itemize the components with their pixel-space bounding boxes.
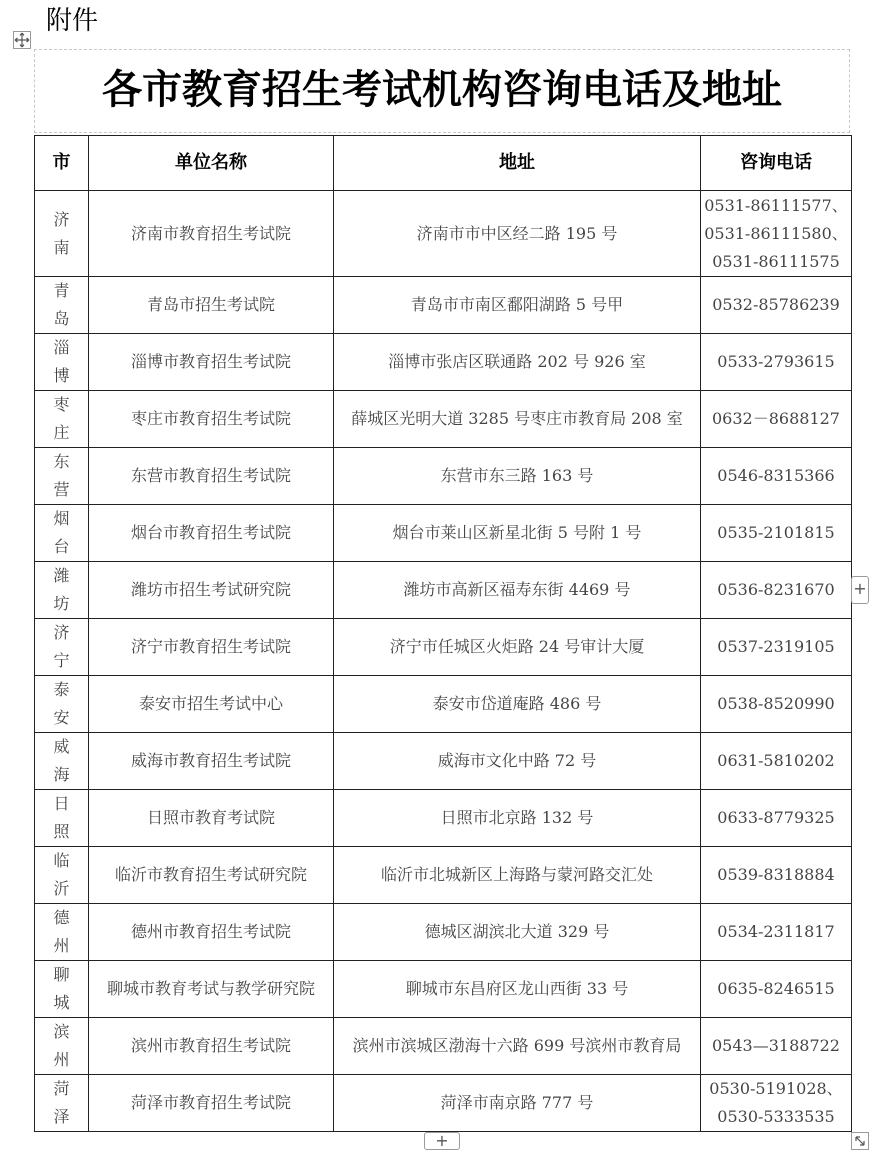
- phone-number: 0543—3188722: [712, 1036, 840, 1055]
- city-char: 南: [53, 237, 70, 257]
- table-resize-handle[interactable]: [851, 1132, 869, 1150]
- unit-name-cell: 菏泽市教育招生考试院: [89, 1075, 334, 1132]
- phone-number: 0633-8779325: [717, 808, 835, 827]
- city-char: 聊: [53, 965, 70, 984]
- city-cell: [35, 448, 89, 505]
- phone-cell: [701, 1018, 852, 1075]
- address-cell: 聊城市东昌府区龙山西街 33 号: [334, 961, 701, 1018]
- table-row: [35, 961, 852, 1018]
- city-cell: [35, 277, 89, 334]
- unit-name-cell: 烟台市教育招生考试院: [89, 505, 334, 562]
- city-char: 照: [53, 822, 70, 841]
- phone-number: 0531-86111575: [712, 251, 840, 271]
- document-title: 各市教育招生考试机构咨询电话及地址: [102, 66, 782, 113]
- city-char: 潍: [53, 566, 70, 585]
- city-char: 州: [53, 1050, 70, 1069]
- phone-cell: [701, 676, 852, 733]
- phone-cell: [701, 448, 852, 505]
- phone-number: 0530-5191028、: [709, 1079, 843, 1098]
- attachment-label: 附件: [46, 6, 99, 36]
- phone-number: 0536-8231670: [717, 580, 835, 599]
- address-cell: 烟台市莱山区新星北街 5 号附 1 号: [334, 505, 701, 562]
- table-row: [35, 334, 852, 391]
- city-char: 菏: [53, 1079, 70, 1098]
- city-char: 宁: [53, 651, 70, 670]
- phone-cell: [701, 1075, 852, 1132]
- city-char: 济: [53, 209, 70, 229]
- resize-icon: [852, 1133, 868, 1149]
- city-char: 营: [53, 480, 70, 499]
- city-cell: [35, 334, 89, 391]
- unit-name-cell: 日照市教育考试院: [89, 790, 334, 847]
- table-header-row: [35, 136, 852, 191]
- phone-number: 0530-5333535: [717, 1107, 835, 1126]
- phone-number: 0538-8520990: [717, 694, 835, 713]
- phone-number: 0632－8688127: [712, 409, 840, 428]
- city-char: 枣: [53, 395, 70, 414]
- city-char: 滨: [53, 1022, 70, 1041]
- address-cell: 青岛市市南区鄱阳湖路 5 号甲: [334, 277, 701, 334]
- city-char: 青: [53, 281, 70, 300]
- city-cell: [35, 562, 89, 619]
- phone-number: 0534-2311817: [717, 922, 835, 941]
- table-row: [35, 847, 852, 904]
- phone-cell: [701, 904, 852, 961]
- city-cell: [35, 961, 89, 1018]
- city-char: 日: [53, 794, 70, 813]
- city-cell: [35, 505, 89, 562]
- phone-cell: [701, 790, 852, 847]
- unit-name-cell: 济南市教育招生考试院: [89, 191, 334, 277]
- phone-cell: [701, 961, 852, 1018]
- phone-number: 0631-5810202: [717, 751, 835, 770]
- table-row: [35, 1075, 852, 1132]
- phone-number: 0546-8315366: [717, 466, 835, 485]
- phone-number: 0635-8246515: [717, 979, 835, 998]
- phone-cell: [701, 562, 852, 619]
- address-cell: 济宁市任城区火炬路 24 号审计大厦: [334, 619, 701, 676]
- table-row: [35, 733, 852, 790]
- city-cell: [35, 847, 89, 904]
- table-row: [35, 676, 852, 733]
- header-city: 市: [35, 136, 89, 191]
- unit-name-cell: 临沂市教育招生考试研究院: [89, 847, 334, 904]
- address-cell: 威海市文化中路 72 号: [334, 733, 701, 790]
- phone-cell: [701, 334, 852, 391]
- phone-number: 0537-2319105: [717, 637, 835, 656]
- phone-number: 0539-8318884: [717, 865, 835, 884]
- phone-cell: [701, 847, 852, 904]
- phone-number: 0533-2793615: [717, 352, 835, 371]
- contacts-table: [34, 135, 852, 1132]
- city-cell: [35, 619, 89, 676]
- unit-name-cell: 东营市教育招生考试院: [89, 448, 334, 505]
- table-row: [35, 505, 852, 562]
- unit-name-cell: 威海市教育招生考试院: [89, 733, 334, 790]
- city-char: 济: [53, 623, 70, 642]
- unit-name-cell: 滨州市教育招生考试院: [89, 1018, 334, 1075]
- table-row: [35, 790, 852, 847]
- phone-cell: [701, 733, 852, 790]
- address-cell: 德城区湖滨北大道 329 号: [334, 904, 701, 961]
- add-column-button[interactable]: +: [851, 576, 869, 604]
- table-row: [35, 277, 852, 334]
- header-phone: 咨询电话: [701, 136, 852, 191]
- address-cell: 淄博市张店区联通路 202 号 926 室: [334, 334, 701, 391]
- city-char: 德: [53, 908, 70, 927]
- city-char: 泽: [53, 1107, 70, 1126]
- address-cell: 菏泽市南京路 777 号: [334, 1075, 701, 1132]
- city-cell: [35, 191, 89, 277]
- unit-name-cell: 德州市教育招生考试院: [89, 904, 334, 961]
- add-row-button[interactable]: +: [424, 1132, 460, 1150]
- table-move-handle[interactable]: [13, 31, 31, 49]
- unit-name-cell: 潍坊市招生考试研究院: [89, 562, 334, 619]
- city-char: 海: [53, 765, 70, 784]
- table-row: [35, 391, 852, 448]
- city-char: 城: [53, 993, 70, 1012]
- phone-cell: [701, 277, 852, 334]
- table-row: [35, 191, 852, 277]
- address-cell: 日照市北京路 132 号: [334, 790, 701, 847]
- phone-cell: [701, 391, 852, 448]
- phone-number: 0532-85786239: [712, 295, 840, 314]
- city-char: 泰: [53, 680, 70, 699]
- unit-name-cell: 济宁市教育招生考试院: [89, 619, 334, 676]
- city-char: 淄: [53, 338, 70, 357]
- city-char: 烟: [53, 509, 70, 528]
- city-cell: [35, 1075, 89, 1132]
- unit-name-cell: 淄博市教育招生考试院: [89, 334, 334, 391]
- address-cell: 泰安市岱道庵路 486 号: [334, 676, 701, 733]
- address-cell: 临沂市北城新区上海路与蒙河路交汇处: [334, 847, 701, 904]
- table-row: [35, 619, 852, 676]
- table-row: [35, 1018, 852, 1075]
- city-char: 庄: [53, 423, 70, 442]
- city-char: 东: [53, 452, 70, 471]
- phone-number: 0531-86111577、: [704, 195, 848, 215]
- city-char: 岛: [53, 309, 70, 328]
- city-char: 安: [53, 708, 70, 727]
- city-char: 台: [53, 537, 70, 556]
- address-cell: 济南市市中区经二路 195 号: [334, 191, 701, 277]
- phone-number: 0535-2101815: [717, 523, 835, 542]
- phone-cell: [701, 191, 852, 277]
- city-char: 博: [53, 366, 70, 385]
- city-cell: [35, 904, 89, 961]
- city-char: 威: [53, 737, 70, 756]
- header-unit: 单位名称: [89, 136, 334, 191]
- city-cell: [35, 676, 89, 733]
- city-cell: [35, 391, 89, 448]
- phone-cell: [701, 505, 852, 562]
- address-cell: 薛城区光明大道 3285 号枣庄市教育局 208 室: [334, 391, 701, 448]
- city-cell: [35, 1018, 89, 1075]
- unit-name-cell: 枣庄市教育招生考试院: [89, 391, 334, 448]
- table-row: [35, 562, 852, 619]
- table-row: [35, 448, 852, 505]
- city-cell: [35, 790, 89, 847]
- move-icon: [14, 32, 30, 48]
- table-row: [35, 904, 852, 961]
- phone-cell: [701, 619, 852, 676]
- city-char: 临: [53, 851, 70, 870]
- city-char: 坊: [53, 594, 70, 613]
- unit-name-cell: 泰安市招生考试中心: [89, 676, 334, 733]
- header-address: 地址: [334, 136, 701, 191]
- city-char: 州: [53, 936, 70, 955]
- unit-name-cell: 聊城市教育考试与教学研究院: [89, 961, 334, 1018]
- phone-number: 0531-86111580、: [704, 223, 848, 243]
- city-cell: [35, 733, 89, 790]
- address-cell: 东营市东三路 163 号: [334, 448, 701, 505]
- city-char: 沂: [53, 879, 70, 898]
- unit-name-cell: 青岛市招生考试院: [89, 277, 334, 334]
- address-cell: 滨州市滨城区渤海十六路 699 号滨州市教育局: [334, 1018, 701, 1075]
- address-cell: 潍坊市高新区福寿东街 4469 号: [334, 562, 701, 619]
